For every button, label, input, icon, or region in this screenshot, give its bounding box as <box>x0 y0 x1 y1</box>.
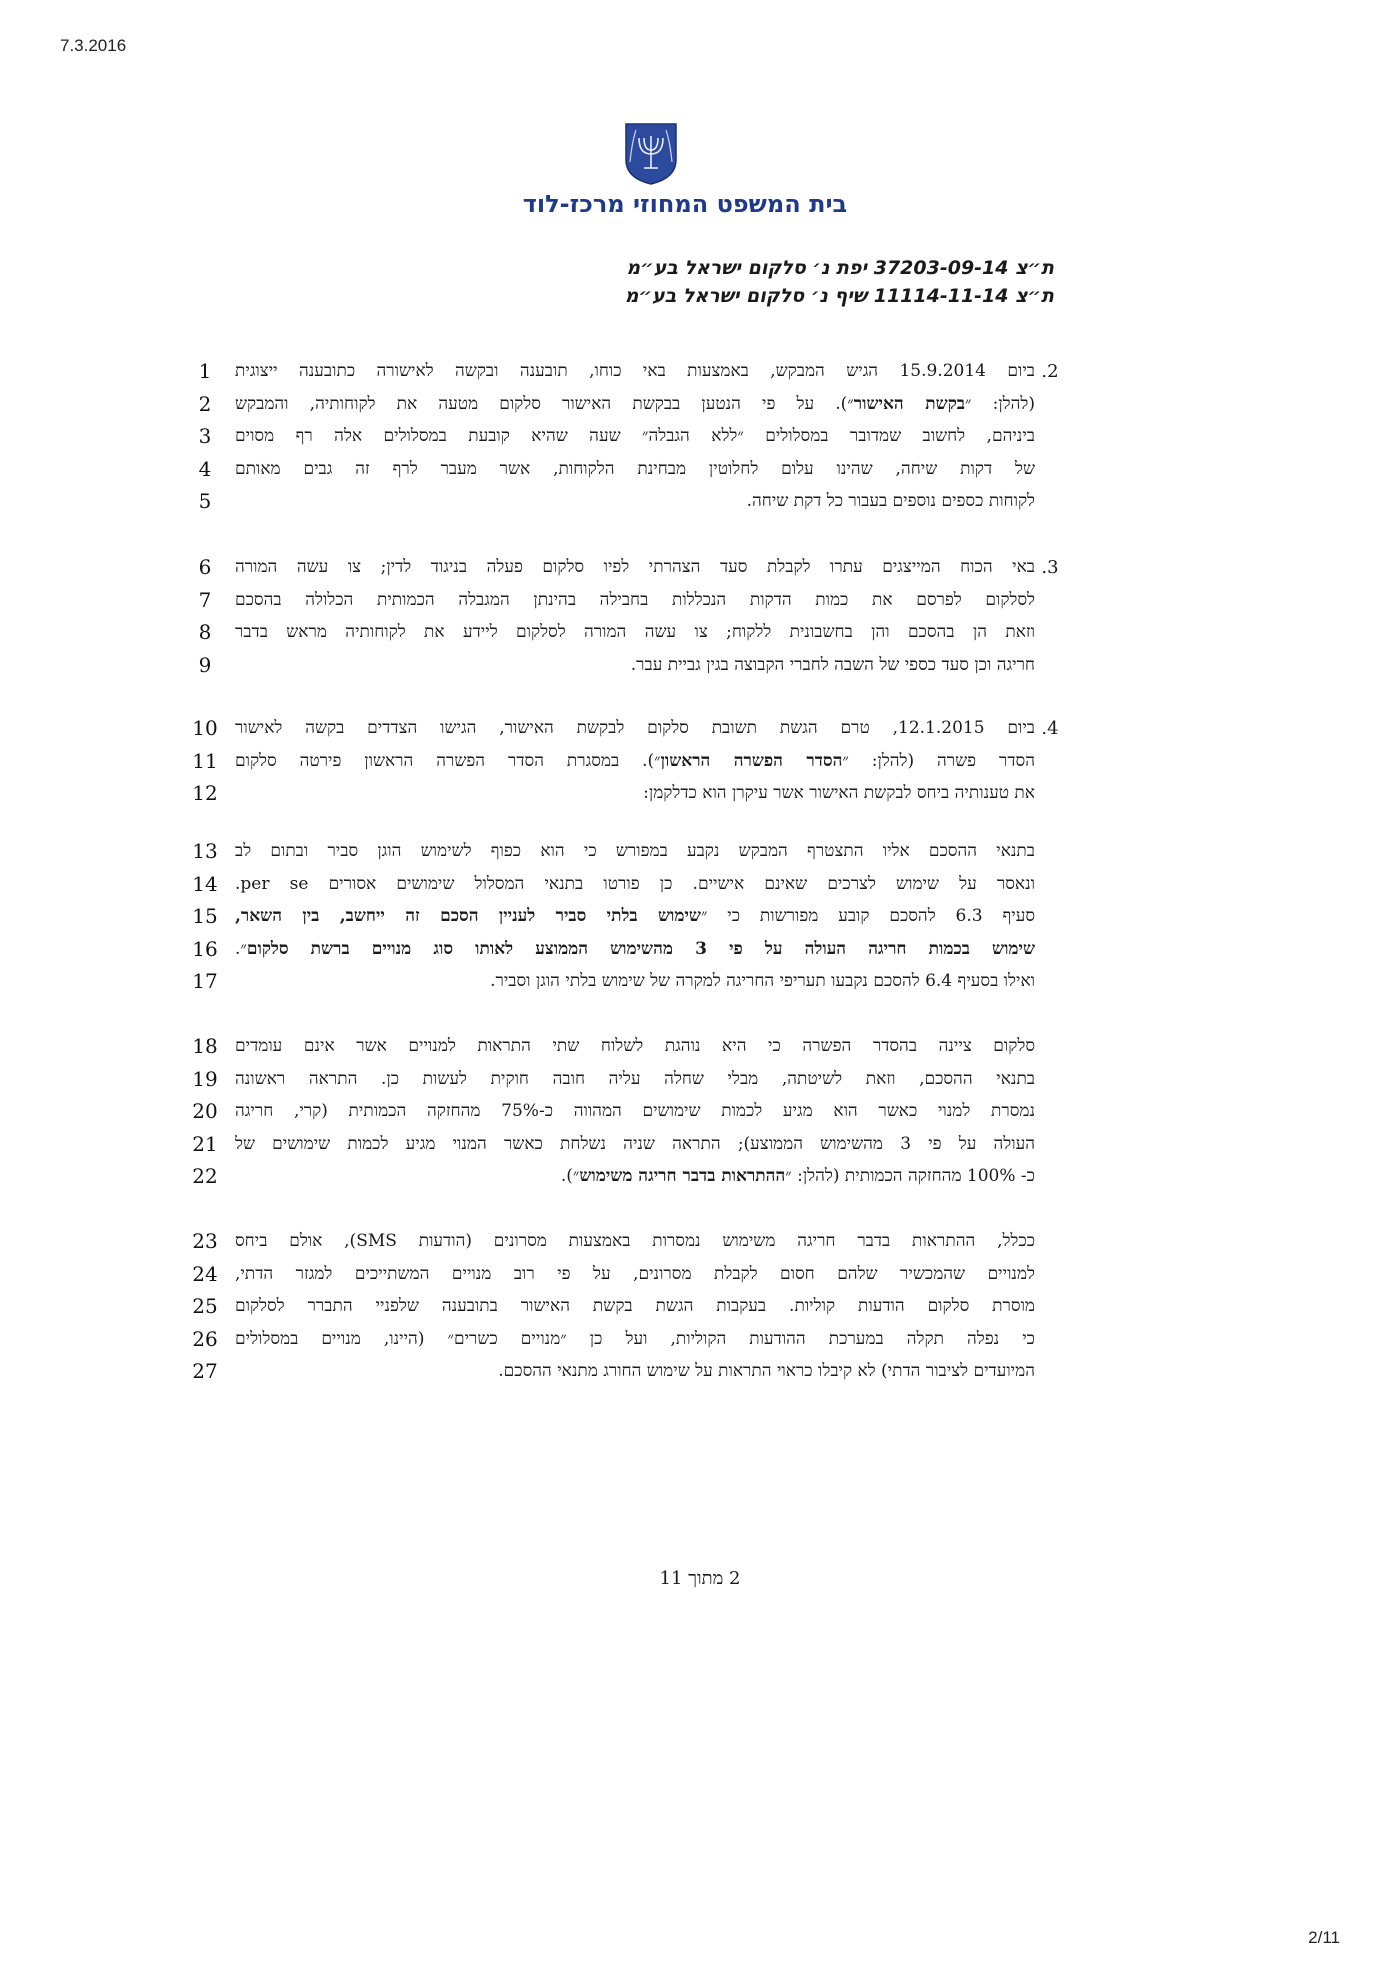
text-span: ״. <box>235 939 247 959</box>
text-line: מוסרת סלקום הודעות קוליות. בעקבות הגשת בקשת האישור בתובענה שלפניי התברר לסלקום <box>235 1296 1035 1316</box>
line-number: 15 <box>192 904 218 928</box>
bold-term: שימוש בכמות חריגה העולה על פי 3 מהשימוש הממוצע לאותו סוג מנויים ברשת סלקום <box>246 939 1035 959</box>
line-number: 27 <box>192 1359 218 1383</box>
case-line: ת״צ 11114-11-14 שיף נ׳ סלקום ישראל בע״מ <box>624 285 1054 307</box>
bold-term: ההתראות בדבר חריגה משימוש <box>579 1166 786 1186</box>
paragraph-number: .2 <box>1041 361 1059 382</box>
line-number: 23 <box>192 1229 218 1253</box>
line-number: 16 <box>192 937 218 961</box>
line-number: 2 <box>198 392 212 416</box>
text-line: של דקות שיחה, שהינו עלום לחלוטין מבחינת הלקוחות, אשר מעבר לרף זה גבים מאותם <box>235 459 1035 479</box>
text-span: ״). <box>560 1166 580 1186</box>
line-number: 19 <box>192 1067 218 1091</box>
line-number: 1 <box>198 359 212 383</box>
text-line: למנויים שהמכשיר שלהם חסום לקבלת מסרונים, על פי רוב מנויים המשתייכים למגזר הדתי, <box>235 1264 1035 1284</box>
line-number: 21 <box>192 1132 218 1156</box>
text-line: ככלל, ההתראות בדבר חריגה משימוש נמסרות באמצעות מסרונים (הודעות SMS), אולם ביחס <box>235 1231 1035 1251</box>
text-line <box>235 388 1035 421</box>
bold-term: בקשת האישור <box>853 394 966 414</box>
text-line <box>235 745 1035 778</box>
court-name: בית המשפט המחוזי מרכז-לוד <box>522 190 848 218</box>
text-line: וזאת הן בהסכם והן בחשבונית ללקוח; צו עשה המורה לסלקום ליידע את לקוחותיה מראש בדבר <box>235 622 1035 642</box>
text-line: נמסרת למנוי כאשר הוא מגיע לכמות שימושים המהווה כ-75% מהחזקה הכמותית (קרי, חריגה <box>235 1101 1035 1121</box>
text-line: כי נפלה תקלה במערכת ההודעות הקוליות, ועל כן ״מנויים כשרים״ (היינו, מנויים במסלולים <box>235 1329 1035 1349</box>
text-line: המיועדים לציבור הדתי) לא קיבלו כראוי התראות על שימוש החורג מתנאי ההסכם. <box>498 1361 1035 1381</box>
page-counter: 2/11 <box>1308 1928 1340 1947</box>
line-number: 17 <box>192 969 218 993</box>
line-number: 6 <box>198 555 212 579</box>
paragraph-number: .3 <box>1041 557 1059 578</box>
text-span: ״). על פי הנטען בבקשת האישור סלקום מטעה את לקוחותיה, והמבקש <box>235 394 854 414</box>
line-number: 7 <box>198 588 212 612</box>
text-span: ״). במסגרת הסדר הפשרה הראשון פירטה סלקום <box>235 751 661 771</box>
text-line: ואילו בסעיף 6.4 להסכם נקבעו תעריפי החריגה למקרה של שימוש בלתי הוגן וסביר. <box>490 971 1035 991</box>
line-number: 13 <box>192 839 218 863</box>
text-line: ביום 12.1.2015, טרם הגשת תשובת סלקום לבקשת האישור, הגישו הצדדים בקשה לאישור <box>235 718 1035 738</box>
line-number: 22 <box>192 1164 218 1188</box>
line-number: 4 <box>198 457 212 481</box>
line-number: 14 <box>192 872 218 896</box>
line-number: 8 <box>198 620 212 644</box>
text-line: ונאסר על שימוש לצרכים שאינם אישיים. כן פורטו בתנאי המסלול שימושים אסורים per se. <box>235 874 1035 894</box>
print-date: 7.3.2016 <box>60 36 127 55</box>
text-line: באי הכוח המייצגים עתרו לקבלת סעד הצהרתי לפיו סלקום פעלה בניגוד לדין; צו עשה המורה <box>235 557 1035 577</box>
line-number: 5 <box>198 489 212 513</box>
text-line: העולה על פי 3 מהשימוש הממוצע); התראה שניה נשלחת כאשר המנוי מגיע לכמות שימושים של <box>235 1134 1035 1154</box>
line-number: 18 <box>192 1034 218 1058</box>
paragraph-number: .4 <box>1041 718 1059 739</box>
text-line: ביניהם, לחשוב שמדובר במסלולים ״ללא הגבלה״ שעה שהיא קובעת במסלולים אלה רף מסוים <box>235 426 1035 446</box>
line-number: 9 <box>198 653 212 677</box>
line-number: 12 <box>192 781 218 805</box>
text-span: סעיף 6.3 להסכם קובע מפורשות כי ״ <box>700 906 1035 926</box>
text-line: חריגה וכן סעד כספי של השבה לחברי הקבוצה בגין גביית עבר. <box>630 655 1035 675</box>
line-number: 3 <box>198 424 212 448</box>
line-number: 20 <box>192 1099 218 1123</box>
text-span: הסדר פשרה (להלן: ״ <box>842 751 1035 771</box>
text-line: סלקום ציינה בהסדר הפשרה כי היא נוהגת לשלוח שתי התראות למנויים אשר אינם עומדים <box>235 1036 1035 1056</box>
text-span: (להלן: ״ <box>965 394 1035 414</box>
text-line: לסלקום לפרסם את כמות הדקות הנכללות בחבילה בהינתן המגבלה הכמותית הכלולה בהסכם <box>235 590 1035 610</box>
line-number: 25 <box>192 1294 218 1318</box>
bold-term: הסדר הפשרה הראשון <box>660 751 843 771</box>
bold-term: שימוש בלתי סביר לעניין הסכם זה ייחשב, בין השאר, <box>235 906 701 926</box>
text-line <box>235 900 1035 933</box>
text-line: ביום 15.9.2014 הגיש המבקש, באמצעות באי כוחו, תובענה ובקשה לאישורה כתובענה ייצוגית <box>235 361 1035 381</box>
text-line: את טענותיה ביחס לבקשת האישור אשר עיקרן הוא כדלקמן: <box>643 783 1035 803</box>
text-line: בתנאי ההסכם אליו התצטרף המבקש נקבע במפורש כי הוא כפוף לשימוש הוגן סביר ובתום לב <box>235 841 1035 861</box>
line-number: 11 <box>192 749 218 773</box>
text-line: בתנאי ההסכם, וזאת לשיטתה, מבלי שחלה עליה חובה חוקית לעשות כן. התראה ראשונה <box>235 1069 1035 1089</box>
text-line <box>235 933 1035 966</box>
line-number: 10 <box>192 716 218 740</box>
line-number: 24 <box>192 1262 218 1286</box>
text-span: כ- 100% מהחזקה הכמותית (להלן: ״ <box>785 1166 1035 1186</box>
page-of-footer: 2 מתוך 11 <box>659 1568 741 1589</box>
text-line: לקוחות כספים נוספים בעבור כל דקת שיחה. <box>746 491 1035 511</box>
case-line: ת״צ 37203-09-14 יפת נ׳ סלקום ישראל בע״מ <box>626 257 1054 279</box>
line-number: 26 <box>192 1327 218 1351</box>
text-line <box>235 1160 1035 1193</box>
